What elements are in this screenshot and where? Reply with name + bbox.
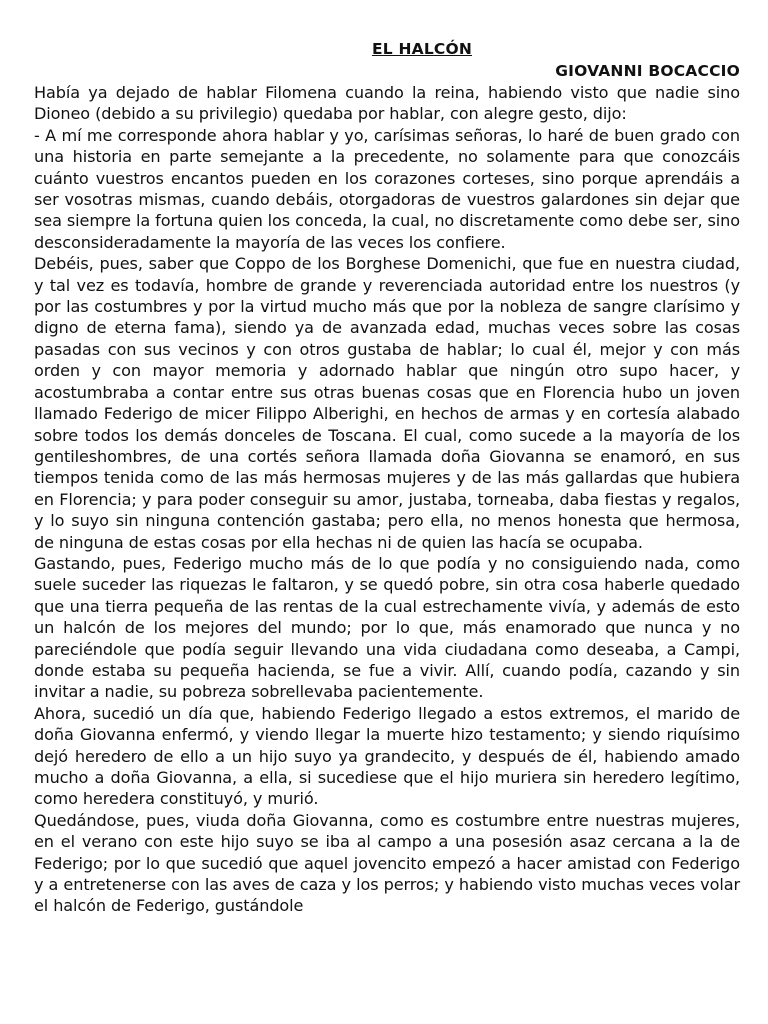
paragraph: Quedándose, pues, viuda doña Giovanna, como es costumbre entre nuestras mujeres, en el verano con este hijo suyo se iba al campo a una posesión asaz cercana a la de Federigo; por lo que sucedió que aquel jovencito empezó a hacer amistad con Federigo y a entretenerse con las aves de caza y los perros; y habiendo visto muchas veces volar el halcón de Federigo, gustándole (34, 810, 740, 916)
document-title: EL HALCÓN (371, 40, 473, 58)
paragraph: Había ya dejado de hablar Filomena cuando la reina, habiendo visto que nadie sino Dioneo (debido a su privilegio) quedaba por hablar, con alegre gesto, dijo: (34, 83, 740, 124)
paragraph: Debéis, pues, saber que Coppo de los Borghese Domenichi, que fue en nuestra ciudad, y tal vez es todavía, hombre de grande y reverenciada autoridad entre los nuestros (y por las costumbres y por la virtud mucho más que por la nobleza de sangre clarísimo y digno de eterna fama), siendo ya de avanzada edad, muchas veces sobre las cosas pasadas con sus vecinos y con otros gustaba de hablar; lo cual él, mejor y con más orden y con mayor memoria y adornado hablar que ningún otro supo hacer, y acostumbraba a contar entre sus otras buenas cosas que en Florencia hubo un joven llamado Federigo de micer Filippo Alberighi, en hechos de armas y en cortesía alabado sobre todos los demás donceles de Toscana. El cual, como sucede a la mayoría de los gentileshombres, de una cortés señora llamada doña Giovanna se enamoró, en sus tiempos tenida como de las más hermosas mujeres y de las más gallardas que hubiera en Florencia; y para poder conseguir su amor, justaba, torneaba, daba fiestas y regalos, y lo suyo sin ninguna contención gastaba; pero ella, no menos honesta que hermosa, de ninguna de estas cosas por ella hechas ni de quien las hacía se ocupaba. (34, 254, 740, 552)
document-author: GIOVANNI BOCACCIO (555, 62, 740, 80)
paragraph: Gastando, pues, Federigo mucho más de lo que podía y no consiguiendo nada, como suele suceder las riquezas le faltaron, y se quedó pobre, sin otra cosa haberle quedado que una tierra pequeña de las rentas de la cual estrechamente vivía, y además de esto un halcón de los mejores del mundo; por lo que, más enamorado que nunca y no pareciéndole que podía seguir llevando una vida ciudadana como deseaba, a Campi, donde estaba su pequeña hacienda, se fue a vivir. Allí, cuando podía, cazando y sin invitar a nadie, su pobreza sobrellevaba pacientemente. (34, 553, 740, 702)
document-body (34, 82, 740, 917)
paragraph: Ahora, sucedió un día que, habiendo Federigo llegado a estos extremos, el marido de doña Giovanna enfermó, y viendo llegar la muerte hizo testamento; y siendo riquísimo dejó heredero de ello a un hijo suyo ya grandecito, y después de él, habiendo amado mucho a doña Giovanna, a ella, si sucediese que el hijo muriera sin heredero legítimo, como heredera constituyó, y murió. (34, 703, 740, 809)
document-page (34, 38, 740, 917)
paragraph: - A mí me corresponde ahora hablar y yo, carísimas señoras, lo haré de buen grado con una historia en parte semejante a la precedente, no solamente para que conozcáis cuánto vuestros encantos pueden en los corazones corteses, sino porque aprendáis a ser vosotras mismas, cuando debáis, otorgadoras de vuestros galardones sin dejar que sea siempre la fortuna quien los conceda, la cual, no discretamente como debe ser, sino desconsideradamente la mayoría de las veces los confiere. (34, 125, 740, 252)
